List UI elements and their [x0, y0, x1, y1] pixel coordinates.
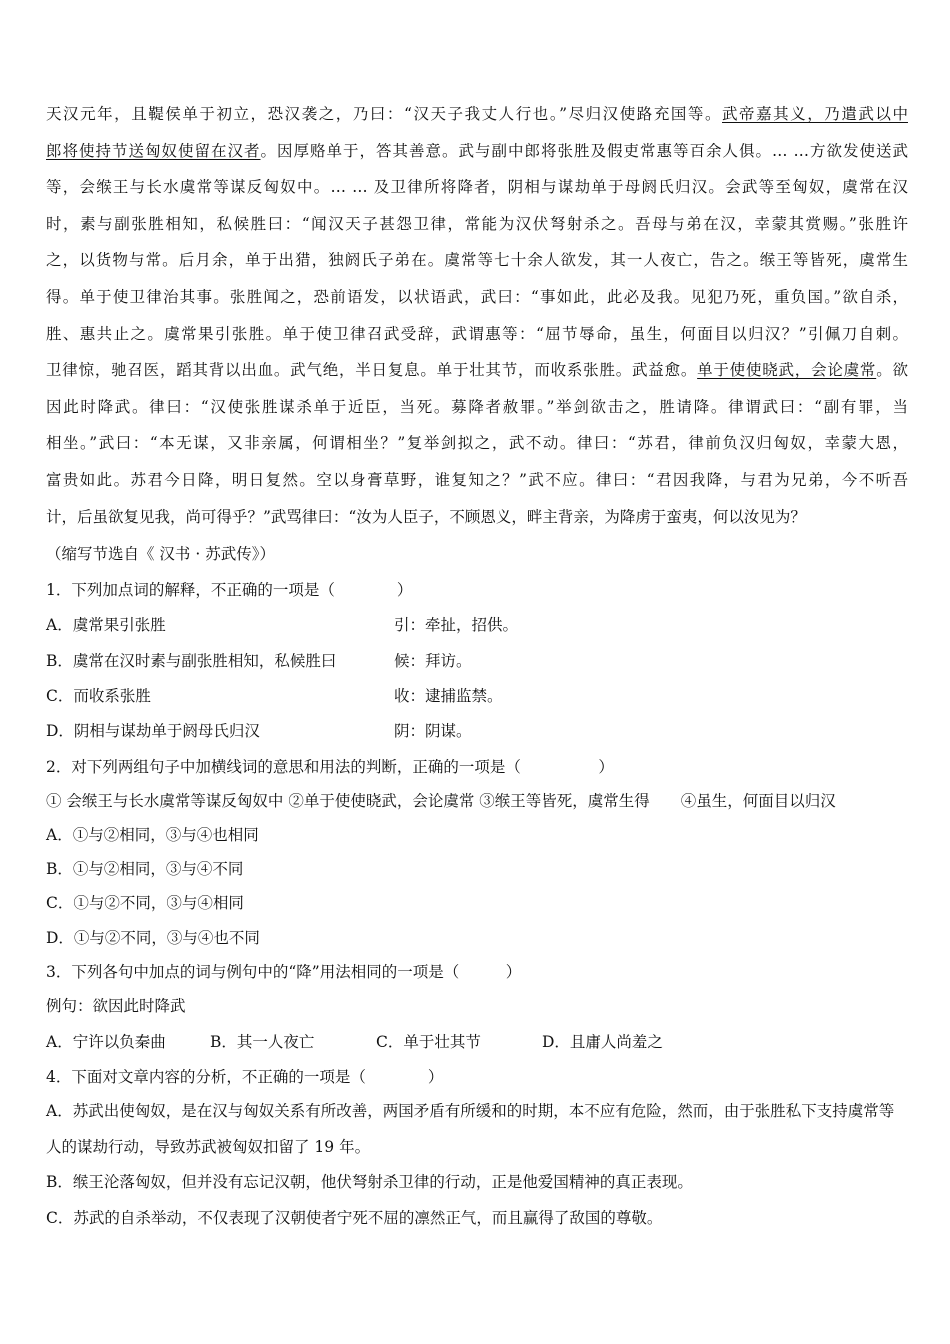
q3-option-b: B．其一人夜亡 — [210, 1033, 315, 1051]
passage-line-7: 胜、惠共止之。虞常果引张胜。单于使卫律召武受辞，武谓惠等：“屈节辱命，虽生，何面目以归汉？”引佩刀自刺。 — [46, 324, 908, 343]
q4-stem: 4．下面对文章内容的分析，不正确的一项是（ ） — [46, 1068, 444, 1086]
passage-line-11: 富贵如此。苏君今日降，明日复然。空以身膏草野，谁复知之？”武不应。律曰：“君因我降，与君为兄弟，今不听吾 — [46, 470, 908, 489]
q4-option-c: C．苏武的自杀举动，不仅表现了汉朝使者宁死不屈的凛然正气，而且赢得了敌国的尊敬。 — [46, 1209, 663, 1227]
q1-option-d: D．阴相与谋劫单于阏母氏归汉 阴：阴谋。 — [46, 722, 472, 740]
q2-stem: 2．对下列两组句子中加横线词的意思和用法的判断，正确的一项是（ ） — [46, 758, 614, 776]
q2-option-b: B．①与②相同，③与④不同 — [46, 860, 244, 878]
passage-line-10: 相坐。”武曰：“本无谋，又非亲属，何谓相坐？”复举剑拟之，武不动。律曰：“苏君，律前负汉归匈奴，幸蒙大恩， — [46, 434, 908, 453]
q3-example: 例句：欲因此时降武 — [46, 997, 186, 1015]
q1-stem: 1．下列加点词的解释，不正确的一项是（ ） — [46, 581, 413, 599]
q1-option-c: C．而收系张胜 收：逮捕监禁。 — [46, 687, 503, 705]
passage-line-12: 计，后虽欲复见我，尚可得乎？”武骂律曰：“汝为人臣子，不顾恩义，畔主背亲，为降虏于蛮夷，何以汝见为？ — [46, 507, 806, 526]
q3-option-c: C．单于壮其节 — [376, 1033, 481, 1051]
q2-option-a: A．①与②相同，③与④也相同 — [46, 826, 259, 844]
underlined-phrase: 郎将使持节送匈奴使留在汉者 — [46, 141, 261, 160]
q4-option-a: A．苏武出使匈奴，是在汉与匈奴关系有所改善，两国矛盾有所缓和的时期，本不应有危险，然而，由于张胜私下支持虞常等人的谋劫行动，导致苏武被匈奴扣留了 19 年。 — [46, 1102, 895, 1156]
q2-option-c: C．①与②不同，③与④相同 — [46, 894, 244, 912]
passage-line-1: 天汉元年，且鞮侯单于初立，恐汉袭之，乃曰：“汉天子我丈人行也。”尽归汉使路充国等。武帝嘉其义，乃遣武以中 — [46, 105, 908, 123]
q2-sentences: ① 会缑王与长水虞常等谋反匈奴中 ②单于使使晓武，会论虞常 ③缑王等皆死，虞常生得 ④虽生，何面目以归汉 — [46, 792, 836, 810]
q3-option-a: A．宁许以负秦曲 — [46, 1033, 166, 1051]
passage-source: （缩写节选自《 汉书 · 苏武传》） — [46, 545, 275, 563]
underlined-phrase: 单于使使晓武，会论虞常 — [697, 361, 877, 380]
q1-option-b: B．虞常在汉时素与副张胜相知，私候胜曰 候：拜访。 — [46, 652, 472, 670]
passage-line-5: 之，以货物与常。后月余，单于出猎，独阏氏子弟在。虞常等七十余人欲发，其一人夜亡，告之。缑王等皆死，虞常生 — [46, 251, 908, 270]
q4-option-b: B．缑王沦落匈奴，但并没有忘记汉朝，他伏弩射杀卫律的行动，正是他爱国精神的真正表现。 — [46, 1173, 693, 1191]
passage-line-2: 郎将使持节送匈奴使留在汉者。因厚赂单于，答其善意。武与副中郎将张胜及假吏常惠等百余人俱。… …方欲发使送武 — [46, 141, 908, 160]
passage-line-3: 等，会缑王与长水虞常等谋反匈奴中。… … 及卫律所将降者，阴相与谋劫单于母阏氏归汉。会武等至匈奴，虞常在汉 — [46, 178, 908, 197]
passage — [46, 96, 908, 535]
passage-line-6: 得。单于使卫律治其事。张胜闻之，恐前语发，以状语武，武曰：“事如此，此必及我。见犯乃死，重负国。”欲自杀， — [46, 287, 908, 306]
q2-option-d: D．①与②不同，③与④也不同 — [46, 929, 260, 947]
passage-line-8: 卫律惊，驰召医，蹈其背以出血。武气绝，半日复息。单于壮其节，而收系张胜。武益愈。单于使使晓武，会论虞常。欲 — [46, 361, 908, 380]
passage-line-4: 时，素与副张胜相知，私候胜曰：“闻汉天子甚怨卫律，常能为汉伏弩射杀之。吾母与弟在汉，幸蒙其赏赐。”张胜许 — [46, 214, 908, 233]
q3-stem: 3．下列各句中加点的词与例句中的“降”用法相同的一项是（ ） — [46, 963, 522, 981]
q3-option-d: D．且庸人尚羞之 — [542, 1033, 663, 1051]
passage-line-9: 因此时降武。律曰：“汉使张胜谋杀单于近臣，当死。募降者赦罪。”举剑欲击之，胜请降。律谓武曰：“副有罪，当 — [46, 397, 908, 416]
q1-option-a: A．虞常果引张胜 引：牵扯，招供。 — [46, 616, 519, 634]
underlined-phrase: 武帝嘉其义，乃遣武以中 — [722, 105, 908, 123]
